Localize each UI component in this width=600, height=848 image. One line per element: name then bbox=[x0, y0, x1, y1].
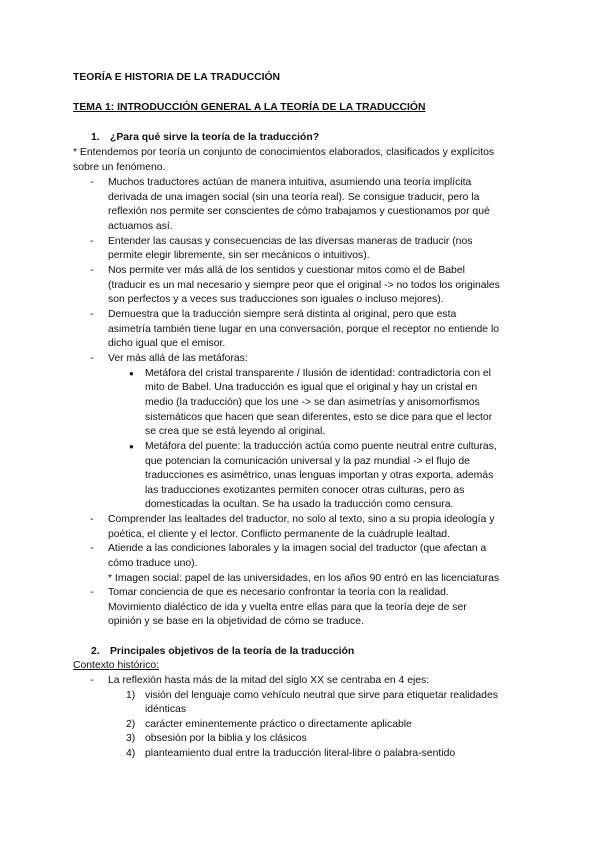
dash-bullet: - bbox=[90, 514, 94, 525]
numbered-line: idénticas bbox=[145, 704, 187, 715]
note-line: * Imagen social: papel de las universidades, en los años 90 entró en las licenciaturas bbox=[108, 573, 500, 584]
numbered-line: carácter eminentemente práctico o directamente aplicable bbox=[145, 719, 412, 730]
bullet-line: Nos permite ver más allá de los sentidos y cuestionar mitos como el de Babel bbox=[108, 265, 465, 276]
bullet-line: reflexión nos permite ser conscientes de cómo trabajamos y cuestionamos por qué bbox=[108, 206, 490, 217]
dash-bullet: - bbox=[90, 353, 94, 364]
dash-bullet: - bbox=[90, 309, 94, 320]
metaphor-line: mito de Babel. Una traducción es igual que el original y hay un cristal en bbox=[145, 382, 478, 393]
bullet-line: cómo traduce uno). bbox=[108, 558, 198, 569]
bullet-line: poética, el cliente y el lector. Conflicto permanente de la cuádruple lealtad. bbox=[108, 529, 450, 540]
numbered-line: planteamiento dual entre la traducción literal-libre o palabra-sentido bbox=[145, 748, 456, 759]
bullet-line: son perfectos y a veces sus traducciones son iguales o incluso mejores). bbox=[108, 294, 444, 305]
numbered-line: visión del lenguaje como vehículo neutral que sirve para etiquetar realidades bbox=[145, 690, 498, 701]
numbered-marker: 3) bbox=[126, 733, 136, 744]
bullet-line: actuamos así. bbox=[108, 221, 173, 232]
context-label: Contexto histórico: bbox=[73, 660, 160, 671]
metaphor-line: Metáfora del puente: la traducción actúa como puente neutral entre culturas, bbox=[145, 441, 497, 452]
bullet-line: Comprender las lealtades del traductor, no solo al texto, sino a su propia ideología y bbox=[108, 514, 495, 525]
bullet-line: asimetría también tiene lugar en una conversación, porque el receptor no entiende lo bbox=[108, 324, 500, 335]
metaphor-line: Metáfora del cristal transparente / Ilusión de identidad: contradictoria con el bbox=[145, 368, 491, 379]
dash-bullet: - bbox=[90, 236, 94, 247]
dot-bullet-icon: ● bbox=[129, 369, 134, 378]
metaphor-line: traducciones es asimétrico, unas lenguas importan y otras exporta, además bbox=[145, 470, 494, 481]
dash-bullet: - bbox=[90, 177, 94, 188]
document-title: TEORÍA E HISTORIA DE LA TRADUCCIÓN bbox=[73, 72, 281, 83]
dash-bullet: - bbox=[90, 675, 94, 686]
dash-bullet: - bbox=[90, 587, 94, 598]
bullet-line: permite elegir libremente, sin ser mecánicos o intuitivos). bbox=[108, 250, 370, 261]
intro-line: * Entendemos por teoría un conjunto de conocimientos elaborados, clasificados y explícitos bbox=[73, 147, 495, 158]
numbered-line: obsesión por la biblia y los clásicos bbox=[145, 733, 307, 744]
intro-line: sobre un fenómeno. bbox=[73, 162, 166, 173]
dot-bullet-icon: ● bbox=[129, 442, 134, 451]
bullet-line: Demuestra que la traducción siempre será distinta al original, pero que esta bbox=[108, 309, 457, 320]
numbered-marker: 2) bbox=[126, 719, 136, 730]
bullet-line: opinión y se base en la objetividad de cómo se traduce. bbox=[108, 616, 364, 627]
bullet-line: Movimiento dialéctico de ida y vuelta entre ellas para que la teoría deje de ser bbox=[108, 602, 467, 613]
dash-bullet: - bbox=[90, 265, 94, 276]
bullet-line: La reflexión hasta más de la mitad del siglo XX se centraba en 4 ejes: bbox=[108, 675, 430, 686]
section2-number: 2. bbox=[91, 646, 100, 657]
metaphor-line: las traducciones exotizantes permiten conocer otras culturas, pero as bbox=[145, 485, 465, 496]
bullet-line: Entender las causas y consecuencias de las diversas maneras de traducir (nos bbox=[108, 236, 473, 247]
bullet-line: Ver más allá de las metáforas: bbox=[108, 353, 248, 364]
bullet-line: derivada de una imagen social (sin una teoría real). Se consigue traducir, pero la bbox=[108, 192, 480, 203]
metaphor-line: que potencian la comunicación universal y la paz mundial -> el flujo de bbox=[145, 456, 470, 467]
tema-heading: TEMA 1: INTRODUCCIÓN GENERAL A LA TEORÍA DE LA TRADUCCIÓN bbox=[73, 102, 426, 113]
metaphor-line: sistemáticos que hacen que sean diferentes, esto se dice para que el lector bbox=[145, 412, 493, 423]
bullet-line: dicho igual que el emisor. bbox=[108, 338, 226, 349]
bullet-line: (traducir es un mal necesario y siempre peor que el original -> no todos los originales bbox=[108, 280, 500, 291]
numbered-marker: 4) bbox=[126, 748, 136, 759]
section1-heading: ¿Para qué sirve la teoría de la traducción? bbox=[110, 132, 320, 143]
dash-bullet: - bbox=[90, 543, 94, 554]
bullet-line: Atiende a las condiciones laborales y la imagen social del traductor (que afectan a bbox=[108, 543, 487, 554]
metaphor-line: domesticadas la ocultan. Se ha usado la traducción como censura. bbox=[145, 499, 454, 510]
numbered-marker: 1) bbox=[126, 690, 136, 701]
bullet-line: Tomar conciencia de que es necesario confrontar la teoría con la realidad. bbox=[108, 587, 449, 598]
section2-heading: Principales objetivos de la teoría de la traducción bbox=[110, 646, 355, 657]
bullet-line: Muchos traductores actúan de manera intuitiva, asumiendo una teoría implícita bbox=[108, 177, 472, 188]
metaphor-line: se crea que se está leyendo al original. bbox=[145, 426, 326, 437]
section1-number: 1. bbox=[91, 132, 100, 143]
metaphor-line: medio (la traducción) que los une -> se dan asimetrías y anisomorfismos bbox=[145, 397, 480, 408]
